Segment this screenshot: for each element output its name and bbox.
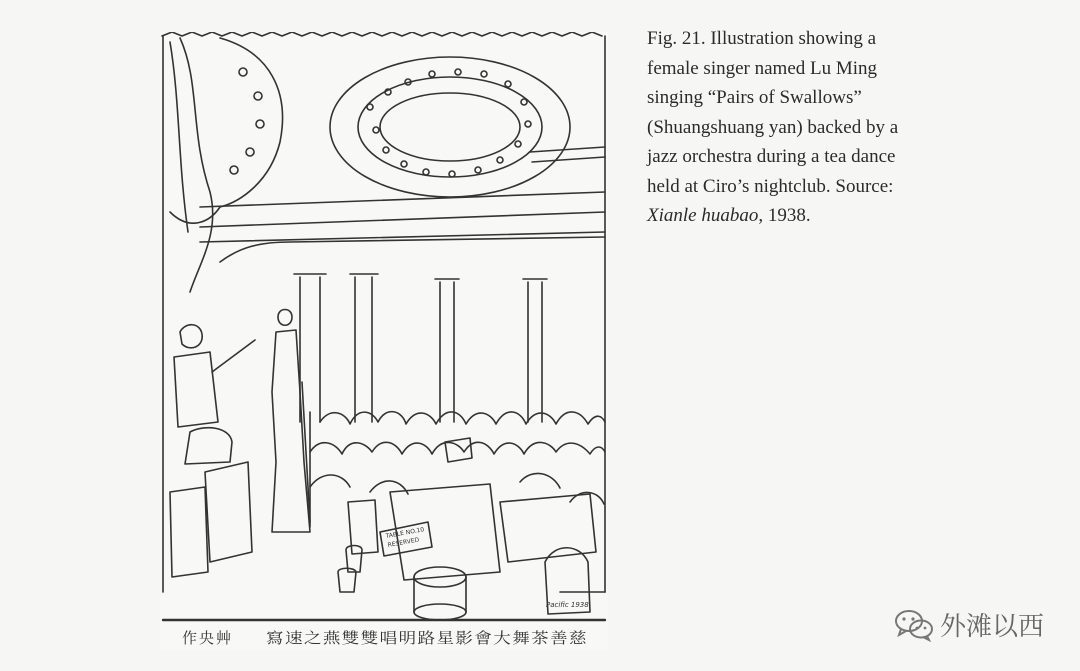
caption-line: (Shuangshuang yan) backed by a xyxy=(647,116,899,138)
illustration-title-chinese: 寫速之燕雙雙唱明路星影會大舞茶善慈 xyxy=(266,629,588,647)
caption-line: female singer named Lu Ming xyxy=(647,57,878,79)
caption-source-line xyxy=(647,201,947,231)
caption-line: held at Ciro’s nightclub. Source: xyxy=(647,175,894,197)
illustration-drawing xyxy=(160,32,608,650)
watermark xyxy=(894,606,1044,643)
source-year: , 1938. xyxy=(758,205,811,226)
artist-signature: Pacific 1938 xyxy=(546,601,589,609)
watermark-label: 外滩以西 xyxy=(939,612,1044,642)
caption-line: Fig. 21. Illustration showing a xyxy=(647,28,877,49)
source-title: Xianle huabao xyxy=(647,205,759,226)
table-sign-line-1: TABLE NO.10 xyxy=(385,526,425,540)
table-sign-line-2: RESERVED xyxy=(387,536,420,549)
caption-line: jazz orchestra during a tea dance xyxy=(647,146,896,167)
caption-line: singing “Pairs of Swallows” xyxy=(647,87,862,108)
figure-caption xyxy=(647,24,947,231)
illustration-credit: 作央艸 xyxy=(182,629,234,647)
wechat-icon xyxy=(894,608,934,642)
figure-illustration xyxy=(160,32,608,650)
